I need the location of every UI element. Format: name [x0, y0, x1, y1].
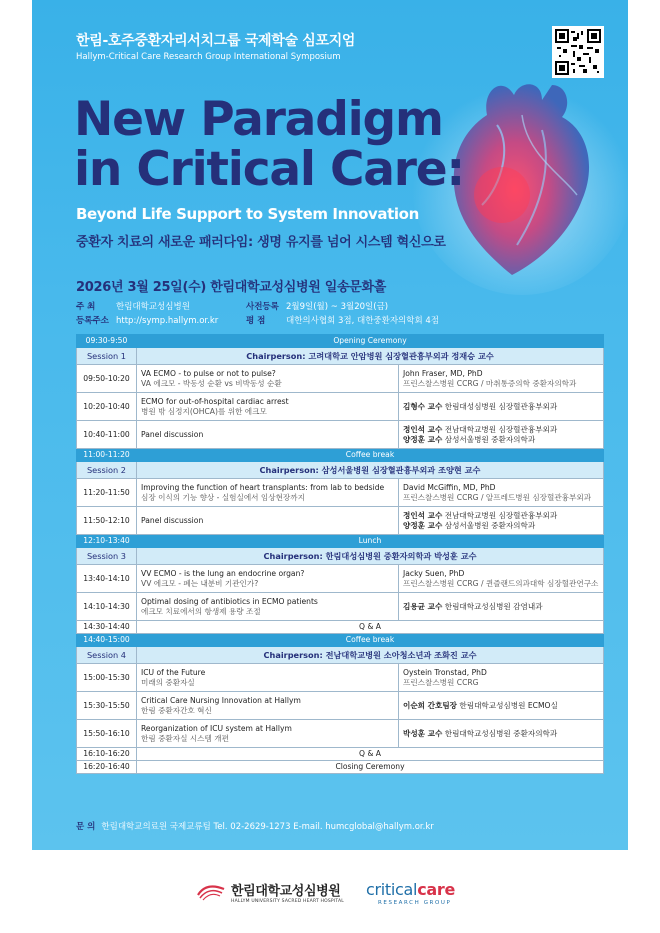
schedule-row-lunch: [77, 535, 604, 548]
time-cell: 11:20-11:50: [77, 479, 137, 507]
contact-info: [76, 820, 434, 832]
session-chair: Chairperson: 한림대성심병원 중환자의학과 박성훈 교수: [137, 548, 604, 565]
talk-title-ko: 에크모 치료에서의 항생제 용량 조절: [141, 606, 261, 616]
table-row: [77, 720, 604, 748]
time-cell: 09:30-9:50: [77, 335, 137, 348]
table-row: [77, 664, 604, 692]
session-header: [77, 348, 604, 365]
talk-title-ko: 한림 중환자간호 혁신: [141, 705, 212, 715]
time-cell: 15:00-15:30: [77, 664, 137, 692]
subtitle-en: Beyond Life Support to System Innovation: [76, 205, 419, 223]
speaker-affil: 한림대학교성심병원 중환자의학과: [444, 728, 558, 738]
critical-care-logo-part2: care: [417, 880, 456, 899]
speaker-name: Jacky Suen, PhD: [403, 568, 465, 578]
talk-title: Reorganization of ICU system at Hallym: [141, 723, 292, 733]
schedule-row-break: [77, 449, 604, 462]
subtitle-ko: 중환자 치료의 새로운 패러다임: 생명 유지를 넘어 시스템 혁신으로: [76, 235, 446, 250]
session-name: Session 4: [77, 647, 137, 664]
speaker-affil: 한림대학교성심병원 감염내과: [444, 601, 543, 611]
talk-title: Improving the function of heart transplants: from lab to bedside: [141, 482, 385, 492]
session-chair: Chairperson: 고려대학교 안암병원 심장혈관흉부외과 정재승 교수: [137, 348, 604, 365]
prereg-value: 2월9일(월) ~ 3월20일(금): [286, 302, 389, 312]
time-cell: 15:50-16:10: [77, 720, 137, 748]
speaker-name: John Fraser, MD, PhD: [403, 368, 483, 378]
time-cell: 11:50-12:10: [77, 507, 137, 535]
time-cell: 14:10-14:30: [77, 593, 137, 621]
prereg-label: 사전등록: [246, 302, 279, 312]
talk-title: ICU of the Future: [141, 667, 206, 677]
time-cell: 14:30-14:40: [77, 621, 137, 634]
talk-title-ko: 심장 이식의 기능 향상 - 실험실에서 임상현장까지: [141, 492, 305, 502]
table-row: [77, 365, 604, 393]
talk-cell: [137, 565, 399, 593]
hallym-logo-icon: [196, 883, 226, 901]
session-name: Session 2: [77, 462, 137, 479]
event-label: Lunch: [137, 535, 604, 548]
host-info: [76, 300, 190, 312]
time-cell: 12:10-13:40: [77, 535, 137, 548]
talk-title-ko: VV 에크모 - 폐는 내분비 기관인가?: [141, 578, 259, 588]
table-row: [77, 593, 604, 621]
talk-title-ko: 미래의 중환자실: [141, 677, 195, 687]
speaker-affil: 전남대학교병원 심장혈관흉부외과: [444, 510, 558, 520]
speaker-affil: 프린스찰스병원 CCRG / 알프레드병원 심장혈관흉부외과: [403, 492, 592, 502]
critical-care-logo-sub: RESEARCH GROUP: [378, 900, 452, 906]
speaker-name: Oystein Tronstad, PhD: [403, 667, 487, 677]
schedule-row-opening: [77, 335, 604, 348]
host-label: 주 최: [76, 302, 96, 312]
speaker-affil: 삼성서울병원 중환자의학과: [444, 520, 536, 530]
speaker-cell: [399, 421, 604, 449]
speaker-affil: 한림대학교성심병원 ECMO실: [459, 700, 558, 710]
time-cell: 16:20-16:40: [77, 761, 137, 774]
speaker-affil: 전남대학교병원 심장혈관흉부외과: [444, 424, 558, 434]
schedule-row-qa: [77, 621, 604, 634]
schedule-table: [76, 334, 604, 774]
main-title-line1: New Paradigm: [74, 92, 443, 147]
session-name: Session 1: [77, 348, 137, 365]
event-label: Q & A: [137, 748, 604, 761]
speaker-cell: [399, 365, 604, 393]
url-info: [76, 314, 218, 326]
speaker-cell: [399, 720, 604, 748]
hallym-logo-name: 한림대학교성심병원: [231, 884, 341, 899]
hallym-logo-en: HALLYM UNIVERSITY SACRED HEART HOSPITAL: [231, 899, 344, 904]
contact-value: 한림대학교의료원 국제교류팀 Tel. 02-2629-1273 E-mail. humcglobal@hallym.or.kr: [101, 822, 434, 832]
session-header: [77, 548, 604, 565]
event-label: Opening Ceremony: [137, 335, 604, 348]
session-header: [77, 462, 604, 479]
speaker-name: David McGiffin, MD, PhD: [403, 482, 496, 492]
critical-care-logo-part1: critical: [366, 880, 418, 899]
speaker-name: 정인석 교수: [403, 510, 443, 520]
header-title-ko: 한림-호주중환자리서치그룹 국제학술 심포지엄: [76, 33, 356, 49]
main-title-line2: in Critical Care:: [74, 142, 465, 197]
talk-cell: [137, 507, 399, 535]
critical-care-logo: [366, 880, 455, 906]
talk-cell: [137, 692, 399, 720]
event-date-venue: 2026년 3월 25일(수) 한림대학교성심병원 일송문화홀: [76, 280, 387, 295]
talk-title-ko: 한림 중환자실 시스템 개편: [141, 733, 229, 743]
talk-title: Panel discussion: [141, 429, 204, 439]
talk-cell: [137, 421, 399, 449]
table-row: [77, 421, 604, 449]
host-value: 한림대학교성심병원: [116, 302, 190, 312]
prereg-info: [246, 300, 388, 312]
poster-background: [32, 0, 628, 850]
speaker-cell: [399, 507, 604, 535]
speaker-name: 박성훈 교수: [403, 728, 443, 738]
speaker-cell: [399, 479, 604, 507]
talk-cell: [137, 664, 399, 692]
speaker-name: 이순희 간호팀장: [403, 700, 457, 710]
speaker-affil: 삼성서울병원 중환자의학과: [444, 434, 536, 444]
table-row: [77, 479, 604, 507]
speaker-name: 김형수 교수: [403, 401, 443, 411]
time-cell: 10:20-10:40: [77, 393, 137, 421]
url-label: 등록주소: [76, 316, 109, 326]
table-row: [77, 393, 604, 421]
talk-title-ko: 병원 밖 심정지(OHCA)를 위한 에크모: [141, 406, 267, 416]
event-label: Coffee break: [137, 634, 604, 647]
talk-title: Optimal dosing of antibiotics in ECMO patients: [141, 596, 318, 606]
speaker-affil: 프린스찰스병원 CCRG / 마취통증의학 중환자의학과: [403, 378, 577, 388]
speaker-cell: [399, 565, 604, 593]
contact-label: 문 의: [76, 822, 96, 832]
talk-cell: [137, 365, 399, 393]
speaker-name: 양정훈 교수: [403, 434, 443, 444]
time-cell: 09:50-10:20: [77, 365, 137, 393]
event-label: Closing Ceremony: [137, 761, 604, 774]
time-cell: 14:40-15:00: [77, 634, 137, 647]
talk-cell: [137, 720, 399, 748]
talk-title: ECMO for out-of-hospital cardiac arrest: [141, 396, 289, 406]
qr-code-icon[interactable]: [552, 26, 604, 78]
session-chair: Chairperson: 전남대학교병원 소아청소년과 조화진 교수: [137, 647, 604, 664]
credit-info: [246, 314, 439, 326]
time-cell: 15:30-15:50: [77, 692, 137, 720]
event-label: Coffee break: [137, 449, 604, 462]
speaker-name: 김용균 교수: [403, 601, 443, 611]
schedule-row-qa: [77, 748, 604, 761]
table-row: [77, 565, 604, 593]
schedule-row-closing: [77, 761, 604, 774]
url-link[interactable]: http://symp.hallym.or.kr: [116, 316, 219, 326]
talk-title: Critical Care Nursing Innovation at Hallym: [141, 695, 301, 705]
speaker-cell: [399, 692, 604, 720]
speaker-affil: 한림대성심병원 심장혈관흉부외과: [444, 401, 558, 411]
talk-title-ko: VA 에크모 - 박동성 순환 vs 비박동성 순환: [141, 378, 282, 388]
talk-cell: [137, 479, 399, 507]
speaker-cell: [399, 664, 604, 692]
speaker-cell: [399, 393, 604, 421]
header-title-en: Hallym-Critical Care Research Group International Symposium: [76, 52, 341, 62]
talk-title: VV ECMO - is the lung an endocrine organ?: [141, 568, 305, 578]
session-name: Session 3: [77, 548, 137, 565]
talk-title: VA ECMO - to pulse or not to pulse?: [141, 368, 276, 378]
schedule-row-break: [77, 634, 604, 647]
talk-cell: [137, 393, 399, 421]
hallym-logo: [196, 880, 344, 904]
speaker-affil: 프린스찰스병원 CCRG: [403, 677, 479, 687]
speaker-affil: 프린스찰스병원 CCRG / 퀸즐랜드의과대학 심장혈관연구소: [403, 578, 599, 588]
time-cell: 16:10-16:20: [77, 748, 137, 761]
time-cell: 13:40-14:10: [77, 565, 137, 593]
session-header: [77, 647, 604, 664]
table-row: [77, 507, 604, 535]
session-chair: Chairperson: 삼성서울병원 심장혈관흉부외과 조양현 교수: [137, 462, 604, 479]
credit-label: 평 점: [246, 316, 266, 326]
credit-value: 대한의사협회 3점, 대한중환자의학회 4점: [286, 316, 440, 326]
time-cell: 10:40-11:00: [77, 421, 137, 449]
speaker-name: 양정훈 교수: [403, 520, 443, 530]
time-cell: 11:00-11:20: [77, 449, 137, 462]
table-row: [77, 692, 604, 720]
speaker-cell: [399, 593, 604, 621]
speaker-name: 정인석 교수: [403, 424, 443, 434]
event-label: Q & A: [137, 621, 604, 634]
talk-title: Panel discussion: [141, 515, 204, 525]
talk-cell: [137, 593, 399, 621]
